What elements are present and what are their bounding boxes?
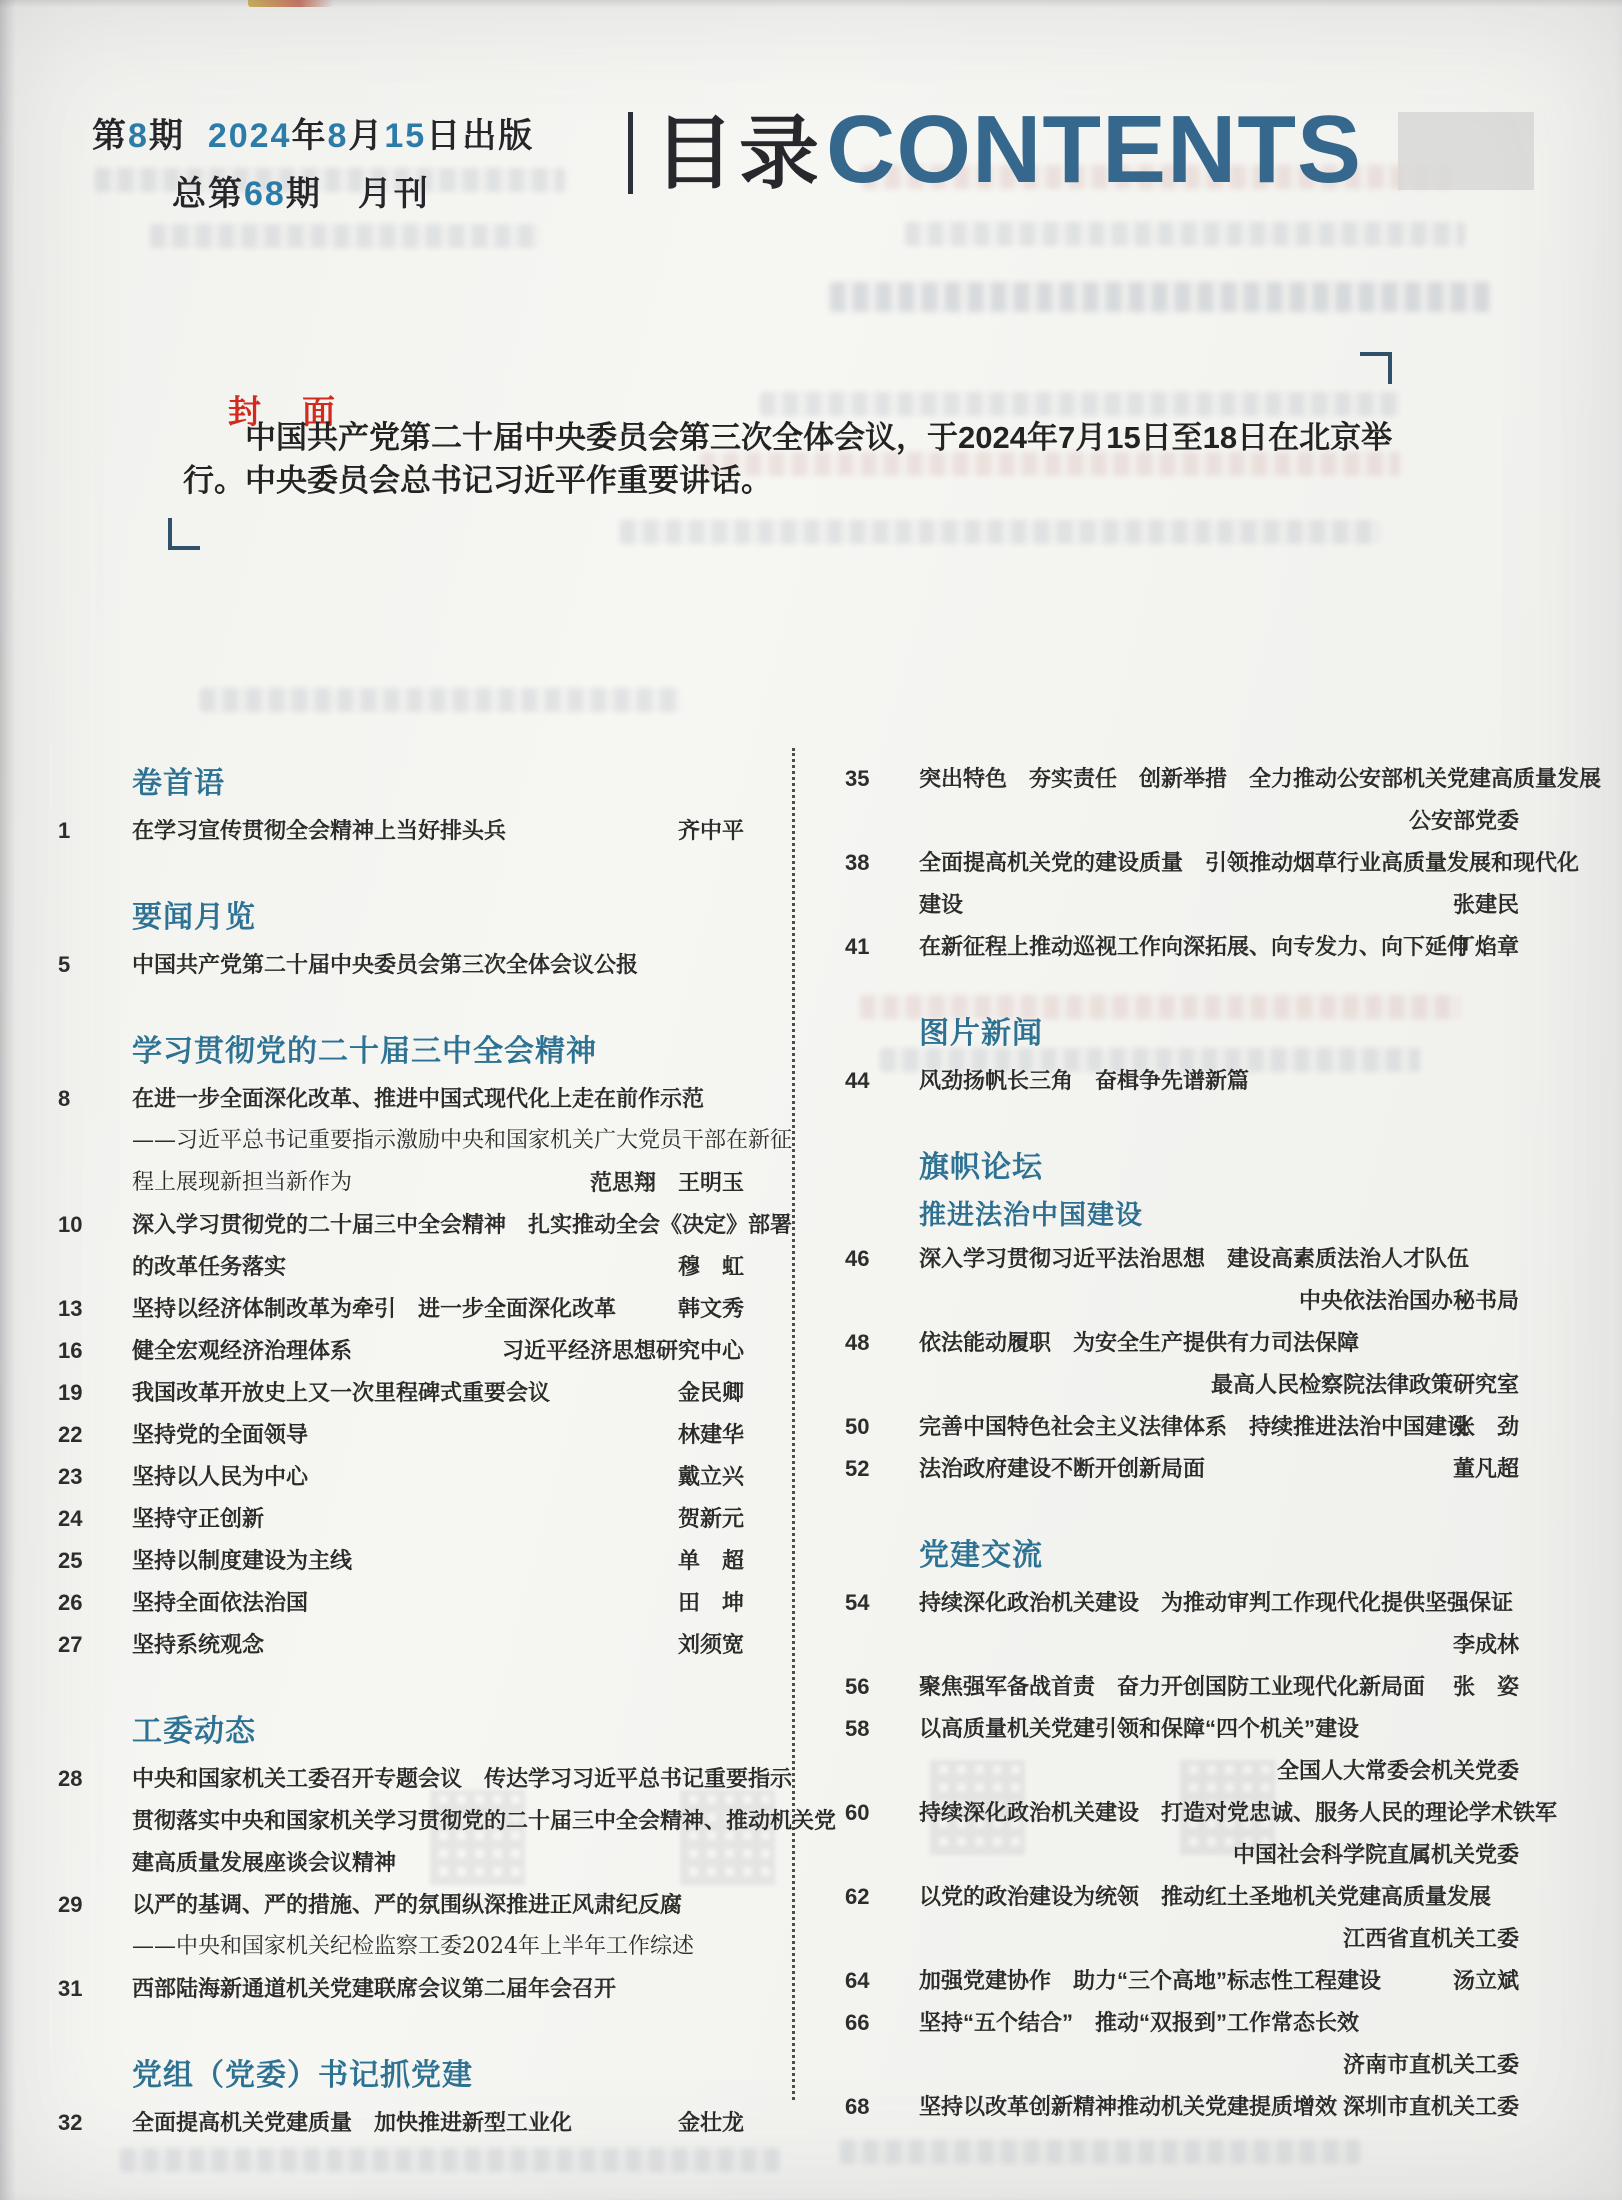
item-author: 习近平经济思想研究中心 — [501, 1338, 744, 1363]
bleedthrough-ghost — [840, 2140, 1360, 2164]
item-line — [845, 1238, 1533, 1280]
item-line — [845, 1918, 1533, 1960]
item-line — [58, 1456, 792, 1498]
toc-item — [845, 1060, 1533, 1102]
item-line — [845, 2044, 1533, 2086]
item-title: ——习近平总书记重要指示激励中央和国家机关广大党员干部在新征 — [132, 1128, 793, 1153]
item-title: 在学习宣传贯彻全会精神上当好排头兵 — [132, 818, 507, 843]
page-number: 50 — [845, 1414, 870, 1439]
item-author: 刘须宽 — [677, 1632, 744, 1657]
toc-item — [845, 1448, 1533, 1490]
item-author: 张 姿 — [1452, 1674, 1519, 1699]
page-number: 66 — [845, 2010, 870, 2035]
item-line — [845, 1322, 1533, 1364]
item-line — [845, 1708, 1533, 1750]
item-title: 坚持系统观念 — [132, 1632, 265, 1657]
item-line — [845, 1060, 1533, 1102]
page-number: 10 — [58, 1212, 83, 1237]
item-title: 在进一步全面深化改革、推进中国式现代化上走在前作示范 — [132, 1086, 705, 1111]
item-line — [845, 1448, 1533, 1490]
item-title: 坚持以制度建设为主线 — [132, 1548, 353, 1573]
item-author: 江西省直机关工委 — [1342, 1926, 1519, 1951]
item-title: 建高质量发展座谈会议精神 — [132, 1850, 397, 1875]
issue-text: 年 — [291, 117, 328, 155]
page-number: 25 — [58, 1548, 83, 1573]
item-title: 深入学习贯彻习近平法治思想 建设高素质法治人才队伍 — [919, 1246, 1470, 1271]
item-line — [845, 1624, 1533, 1666]
item-title: 完善中国特色社会主义法律体系 持续推进法治中国建设 — [919, 1414, 1470, 1439]
item-author: 济南市直机关工委 — [1342, 2052, 1519, 2077]
toc-item — [58, 1624, 792, 1666]
item-title: 程上展现新担当新作为 — [132, 1170, 353, 1195]
item-line — [845, 1364, 1533, 1406]
page-number: 35 — [845, 766, 870, 791]
item-title: 突出特色 夯实责任 创新举措 全力推动公安部机关党建高质量发展 — [919, 766, 1602, 791]
toc-item — [845, 1792, 1558, 1876]
item-line — [845, 800, 1533, 842]
item-author: 金民卿 — [677, 1380, 744, 1405]
page-number: 32 — [58, 2110, 83, 2135]
item-title: 聚焦强军备战首责 奋力开创国防工业现代化新局面 — [919, 1674, 1426, 1699]
toc-item — [58, 1078, 792, 1204]
item-line — [58, 1204, 792, 1246]
item-line — [845, 1792, 1558, 1834]
issue-line-1 — [92, 108, 534, 157]
page-number: 68 — [845, 2094, 870, 2119]
toc-item — [845, 842, 1580, 926]
item-author: 中央依法治国办秘书局 — [1298, 1288, 1519, 1313]
issue-text: 日出版 — [426, 117, 535, 155]
item-title: 加强党建协作 助力“三个高地”标志性工程建设 — [919, 1968, 1382, 1993]
item-line — [58, 944, 792, 986]
page-number: 41 — [845, 934, 870, 959]
toc-item — [845, 1960, 1533, 2002]
toc-item — [58, 1204, 792, 1288]
item-line — [845, 926, 1533, 968]
item-line — [845, 1960, 1533, 2002]
item-title: 深入学习贯彻党的二十届三中全会精神 扎实推动全会《决定》部署 — [132, 1212, 793, 1237]
item-title: 以高质量机关党建引领和保障“四个机关”建设 — [919, 1716, 1360, 1741]
section-subtitle: 推进法治中国建设 — [919, 1200, 1143, 1231]
page-number: 29 — [58, 1892, 83, 1917]
toc-item — [845, 1666, 1533, 1708]
section-heading: 党建交流 — [919, 1539, 1043, 1572]
bleedthrough-ghost — [830, 282, 1490, 312]
page-number: 52 — [845, 1456, 870, 1481]
item-author: 深圳市直机关工委 — [1342, 2094, 1519, 2119]
page-number: 31 — [58, 1976, 83, 2001]
item-line — [845, 2086, 1533, 2128]
page-number: 1 — [58, 818, 71, 843]
issue-number: 8 — [327, 117, 349, 155]
item-line — [58, 2102, 792, 2144]
page-number: 26 — [58, 1590, 83, 1615]
item-line — [58, 1078, 792, 1120]
item-line — [58, 1884, 792, 1926]
toc-item — [58, 1758, 837, 1884]
item-line — [845, 884, 1533, 926]
item-author: 范思翔 王明玉 — [589, 1170, 744, 1195]
item-author: 全国人大常委会机关党委 — [1276, 1758, 1519, 1783]
item-line — [58, 1246, 792, 1288]
item-line — [845, 1582, 1533, 1624]
page-number: 54 — [845, 1590, 870, 1615]
toc-item — [58, 1288, 792, 1330]
item-title: 全面提高机关党建质量 加快推进新型工业化 — [132, 2110, 573, 2135]
toc-item — [845, 2002, 1533, 2086]
item-line — [58, 1582, 792, 1624]
section-heading: 学习贯彻党的二十届三中全会精神 — [132, 1035, 597, 1068]
toc-item — [845, 2086, 1533, 2128]
item-line — [58, 1372, 792, 1414]
item-line — [58, 1120, 792, 1162]
item-author: 李成林 — [1452, 1632, 1519, 1657]
issue-text: 月刊 — [321, 175, 430, 213]
toc-item — [58, 1968, 792, 2010]
item-line — [58, 1842, 792, 1884]
page-number: 62 — [845, 1884, 870, 1909]
toc-item — [845, 1322, 1533, 1406]
item-line — [58, 1540, 792, 1582]
toc-item — [845, 926, 1533, 968]
item-title: 坚持以经济体制改革为牵引 进一步全面深化改革 — [132, 1296, 617, 1321]
item-title: 风劲扬帆长三角 奋楫争先谱新篇 — [919, 1068, 1250, 1093]
page-number: 60 — [845, 1800, 870, 1825]
scan-edge-shadow — [0, 0, 16, 2200]
item-line — [845, 1406, 1533, 1448]
toc-item — [845, 1708, 1533, 1792]
item-author: 穆 虹 — [677, 1254, 744, 1279]
bleedthrough-ghost — [905, 222, 1465, 246]
item-line — [58, 1162, 792, 1204]
toc-column-left — [58, 742, 837, 2144]
issue-number: 15 — [384, 117, 427, 155]
masthead-divider-bar — [628, 112, 633, 194]
item-author: 齐中平 — [677, 818, 744, 843]
bleedthrough-ghost — [200, 688, 680, 712]
item-author: 单 超 — [677, 1548, 744, 1573]
item-title: 的改革任务落实 — [132, 1254, 287, 1279]
toc-item — [845, 1406, 1533, 1448]
item-title: 坚持守正创新 — [132, 1506, 265, 1531]
item-title: 持续深化政治机关建设 为推动审判工作现代化提供坚强保证 — [919, 1590, 1514, 1615]
toc-title-english: CONTENTS — [826, 96, 1362, 203]
item-line — [58, 1330, 792, 1372]
toc-item — [58, 2102, 792, 2144]
section-heading: 卷首语 — [132, 767, 225, 800]
item-author: 张 劲 — [1452, 1414, 1519, 1439]
issue-text: 期 — [285, 175, 322, 213]
page-number: 64 — [845, 1968, 870, 1993]
issue-text: 期 — [148, 117, 185, 155]
item-title: 我国改革开放史上又一次里程碑式重要会议 — [132, 1380, 551, 1405]
item-title: 坚持以人民为中心 — [132, 1464, 309, 1489]
item-author: 中国社会科学院直属机关党委 — [1232, 1842, 1519, 1867]
item-author: 金壮龙 — [677, 2110, 744, 2135]
item-author: 贺新元 — [677, 1506, 744, 1531]
item-title: 坚持“五个结合” 推动“双报到”工作常态长效 — [919, 2010, 1360, 2035]
item-line — [845, 758, 1602, 800]
scan-edge-shadow-top — [0, 0, 1622, 8]
item-line — [845, 1750, 1533, 1792]
item-title: 坚持全面依法治国 — [132, 1590, 309, 1615]
corner-bracket-bottom-left — [168, 518, 200, 550]
item-author: 韩文秀 — [677, 1296, 744, 1321]
page-number: 48 — [845, 1330, 870, 1355]
item-line — [845, 1280, 1533, 1322]
masthead-gray-block — [1398, 112, 1534, 190]
item-line — [845, 2002, 1533, 2044]
issue-number: 8 — [128, 117, 149, 155]
toc-item — [58, 1372, 792, 1414]
toc-item — [58, 1456, 792, 1498]
toc-item — [845, 758, 1602, 842]
bleedthrough-ghost — [120, 2148, 780, 2172]
page-number: 24 — [58, 1506, 83, 1531]
page-number: 28 — [58, 1766, 83, 1791]
cover-caption-text: 中国共产党第二十届中央委员会第三次全体会议，于2024年7月15日至18日在北京举行。中央委员会总书记习近平作重要讲话。 — [183, 420, 1393, 498]
item-title: 在新征程上推动巡视工作向深拓展、向专发力、向下延伸 — [919, 934, 1470, 959]
toc-title-chinese: 目录 — [654, 109, 824, 198]
section-heading: 工委动态 — [132, 1715, 256, 1748]
item-author: 戴立兴 — [677, 1464, 744, 1489]
issue-text: 月 — [348, 117, 385, 155]
page-number: 8 — [58, 1086, 71, 1111]
item-title: 坚持以改革创新精神推动机关党建提质增效 — [919, 2094, 1338, 2119]
toc-column-right — [845, 742, 1602, 2128]
page-number: 56 — [845, 1674, 870, 1699]
page-number: 27 — [58, 1632, 83, 1657]
toc-item — [58, 1540, 792, 1582]
item-title: 持续深化政治机关建设 打造对党忠诚、服务人民的理论学术铁军 — [919, 1800, 1558, 1825]
item-author: 董凡超 — [1452, 1456, 1519, 1481]
item-title: 坚持党的全面领导 — [132, 1422, 309, 1447]
item-line — [58, 1758, 792, 1800]
page-number: 19 — [58, 1380, 83, 1405]
item-title: 依法能动履职 为安全生产提供有力司法保障 — [919, 1330, 1360, 1355]
page-number: 44 — [845, 1068, 870, 1093]
item-line — [58, 1498, 792, 1540]
issue-line-2 — [172, 166, 430, 215]
page-number: 16 — [58, 1338, 83, 1363]
page-number: 5 — [58, 952, 71, 977]
item-author: 林建华 — [677, 1422, 744, 1447]
item-line — [58, 1926, 792, 1968]
item-line — [58, 1800, 837, 1842]
toc-item — [58, 1414, 792, 1456]
section-heading: 图片新闻 — [919, 1017, 1043, 1050]
issue-text — [185, 117, 208, 155]
item-title: 西部陆海新通道机关党建联席会议第二届年会召开 — [132, 1976, 617, 2001]
item-line — [58, 1288, 792, 1330]
cover-section-label: 封 面 — [228, 393, 339, 430]
section-heading: 旗帜论坛 — [919, 1151, 1043, 1184]
item-line — [845, 1834, 1533, 1876]
issue-number: 2024 — [207, 117, 292, 155]
item-title: 中国共产党第二十届中央委员会第三次全体会议公报 — [132, 952, 639, 977]
item-author: 汤立斌 — [1452, 1968, 1519, 1993]
item-title: 以党的政治建设为统领 推动红土圣地机关党建高质量发展 — [919, 1884, 1492, 1909]
bleedthrough-ghost — [150, 224, 540, 248]
page-number: 46 — [845, 1246, 870, 1271]
item-line — [845, 1876, 1533, 1918]
item-title: ——中央和国家机关纪检监察工委2024年上半年工作综述 — [132, 1934, 694, 1959]
page-number: 38 — [845, 850, 870, 875]
page-number: 22 — [58, 1422, 83, 1447]
bleedthrough-ghost — [760, 392, 1400, 416]
toc-item — [845, 1582, 1533, 1666]
page-number: 58 — [845, 1716, 870, 1741]
issue-text: 第 — [92, 117, 128, 155]
issue-number: 68 — [244, 175, 286, 213]
section-heading: 要闻月览 — [132, 901, 256, 934]
item-line — [58, 1414, 792, 1456]
item-title: 建设 — [919, 892, 964, 917]
item-title: 健全宏观经济治理体系 — [132, 1338, 353, 1363]
toc-item — [58, 944, 792, 986]
item-title: 贯彻落实中央和国家机关学习贯彻党的二十届三中全会精神、推动机关党 — [132, 1808, 837, 1833]
item-author: 丁焰章 — [1452, 934, 1519, 959]
section-heading: 党组（党委）书记抓党建 — [132, 2059, 473, 2092]
item-line — [58, 1968, 792, 2010]
toc-item — [58, 1330, 792, 1372]
item-author: 最高人民检察院法律政策研究室 — [1210, 1372, 1519, 1397]
item-line — [845, 842, 1580, 884]
toc-item — [58, 1884, 792, 1968]
toc-item — [58, 1498, 792, 1540]
issue-text: 总第 — [172, 175, 244, 213]
bleedthrough-ghost — [620, 520, 1380, 544]
item-author: 公安部党委 — [1408, 808, 1519, 833]
item-line — [845, 1666, 1533, 1708]
scan-artifact — [248, 0, 334, 7]
column-dotted-divider — [792, 748, 795, 2100]
toc-item — [845, 1238, 1533, 1322]
toc-item — [58, 1582, 792, 1624]
page-number: 13 — [58, 1296, 83, 1321]
item-title: 中央和国家机关工委召开专题会议 传达学习习近平总书记重要指示 — [132, 1766, 793, 1791]
item-line — [58, 1624, 792, 1666]
item-title: 全面提高机关党的建设质量 引领推动烟草行业高质量发展和现代化 — [919, 850, 1580, 875]
toc-item — [58, 810, 792, 852]
item-author: 田 坤 — [677, 1590, 744, 1615]
item-author: 张建民 — [1452, 892, 1519, 917]
page-number: 23 — [58, 1464, 83, 1489]
item-title: 法治政府建设不断开创新局面 — [919, 1456, 1206, 1481]
item-title: 以严的基调、严的措施、严的氛围纵深推进正风肃纪反腐 — [132, 1892, 683, 1917]
toc-item — [845, 1876, 1533, 1960]
corner-bracket-top-right — [1360, 352, 1392, 384]
item-line — [58, 810, 792, 852]
